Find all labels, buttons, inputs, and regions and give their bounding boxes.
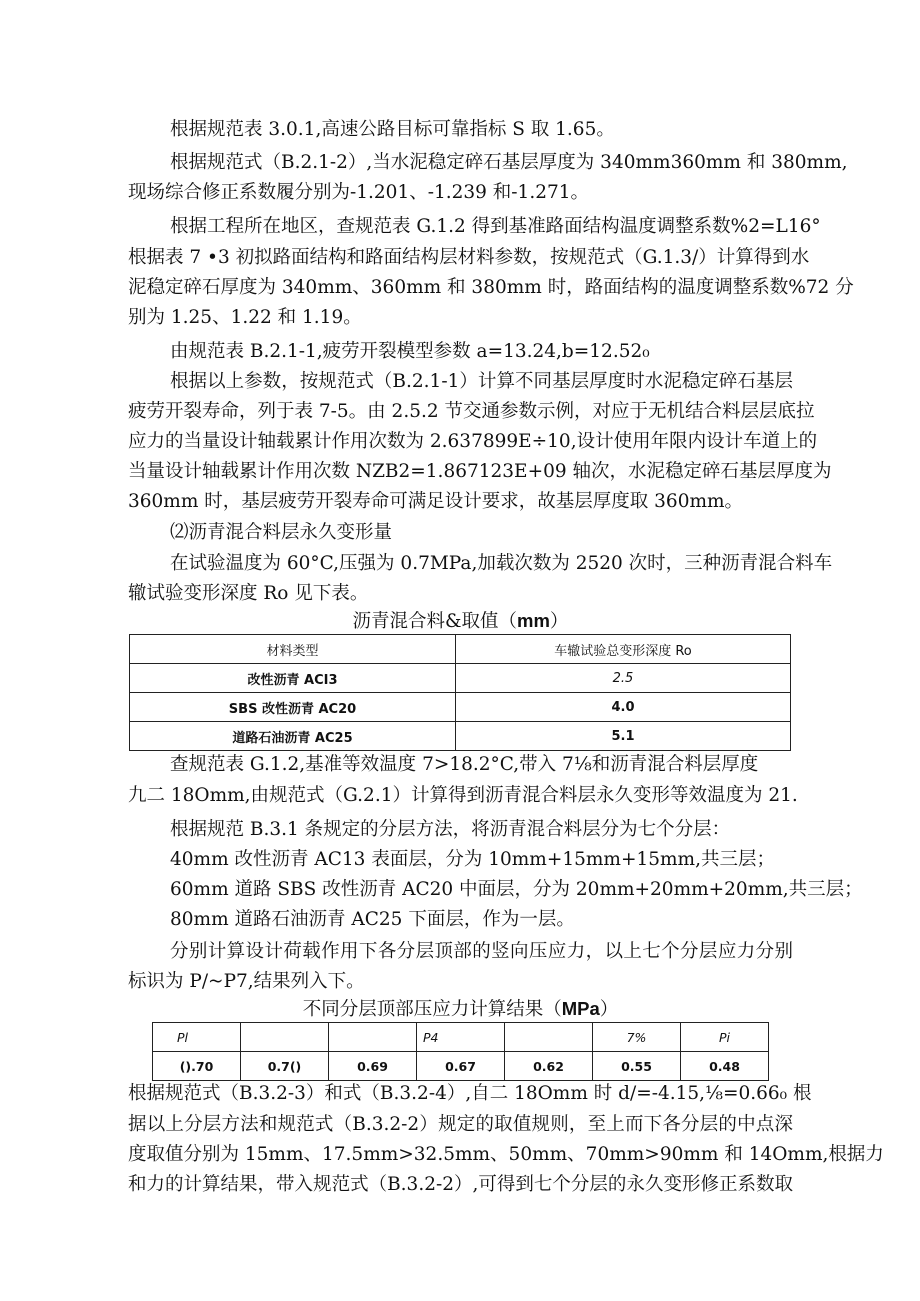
table-cell: 0.67 — [417, 1052, 505, 1081]
paragraph-line: 根据规范式（B.2.1-2）,当水泥稳定碎石基层厚度为 340mm360mm 和 380mm, — [170, 152, 848, 173]
table2-caption-close: ） — [599, 999, 619, 1020]
paragraph-line: 泥稳定碎石厚度为 340mm、360mm 和 380mm 时，路面结构的温度调整系数%72 分 — [128, 277, 854, 298]
table-row — [153, 1052, 769, 1081]
paragraph-line: 根据规范表 3.0.1,高速公路目标可靠指标 S 取 1.65。 — [170, 119, 615, 140]
paragraph-line: 度取值分别为 15mm、17.5mm>32.5mm、50mm、70mm>90mm 和 14Omm,根据力 — [128, 1144, 884, 1165]
table-row — [130, 693, 791, 722]
table-cell: 0.7() — [241, 1052, 329, 1081]
paragraph-line: 九二 18Omm,由规范式（G.2.1）计算得到沥青混合料层永久变形等效温度为 21. — [128, 785, 798, 806]
table-header-cell — [329, 1023, 417, 1052]
table-header-row — [153, 1023, 769, 1052]
paragraph-line: 根据规范 B.3.1 条规定的分层方法，将沥青混合料层分为七个分层： — [170, 819, 731, 840]
table-cell: 道路石油沥青 AC25 — [130, 722, 456, 751]
table1-caption-close: ） — [549, 611, 569, 632]
table2-caption-text: 不同分层顶部压应力计算结果（ — [302, 999, 562, 1020]
table-cell: ().70 — [153, 1052, 241, 1081]
table-header-row — [130, 635, 791, 664]
paragraph-line: 查规范表 G.1.2,基准等效温度 7>18.2°C,带入 7⅛和沥青混合料层厚度 — [170, 754, 759, 775]
table-header-cell: Pi — [681, 1023, 769, 1052]
table-cell: 4.0 — [456, 693, 791, 722]
paragraph-line: 根据以上参数，按规范式（B.2.1-1）计算不同基层厚度时水泥稳定碎石基层 — [170, 371, 793, 392]
paragraph-line: 分别计算设计荷载作用下各分层顶部的竖向压应力，以上七个分层应力分别 — [170, 941, 793, 962]
table-cell: SBS 改性沥青 AC20 — [130, 693, 456, 722]
table-header-cell: 车辙试验总变形深度 Ro — [456, 635, 791, 664]
rutting-depth-table — [129, 634, 791, 751]
paragraph-line: 由规范表 B.2.1-1,疲劳开裂模型参数 a=13.24,b=12.52₀ — [170, 341, 650, 362]
stress-results-table — [152, 1022, 769, 1081]
table2-caption — [128, 996, 793, 1023]
paragraph-line: ⑵沥青混合料层永久变形量 — [170, 522, 393, 543]
paragraph-line: 据以上分层方法和规范式（B.3.2-2）规定的取值规则，至上而下各分层的中点深 — [128, 1114, 793, 1135]
paragraph-line: 和力的计算结果，带入规范式（B.3.2-2）,可得到七个分层的永久变形修正系数取 — [128, 1174, 793, 1195]
table1-caption-unit: mm — [517, 610, 550, 631]
paragraph-line: 40mm 改性沥青 AC13 表面层，分为 10mm+15mm+15mm,共三层； — [170, 849, 775, 870]
paragraph-line: 根据规范式（B.3.2-3）和式（B.3.2-4）,自二 18Omm 时 d∕=-4.15,⅛=0.66₀ 根 — [128, 1083, 812, 1104]
paragraph-line: 辙试验变形深度 Ro 见下表。 — [128, 583, 369, 604]
table-cell: 5.1 — [456, 722, 791, 751]
paragraph-line: 根据表 7 •3 初拟路面结构和路面结构层材料参数，按规范式（G.1.3/）计算得到水 — [128, 247, 810, 268]
table-header-cell — [505, 1023, 593, 1052]
table-cell: 2.5 — [456, 664, 791, 693]
paragraph-line: 根据工程所在地区，查规范表 G.1.2 得到基准路面结构温度调整系数%2=L16° — [170, 216, 821, 237]
table-row — [130, 722, 791, 751]
table-cell: 0.69 — [329, 1052, 417, 1081]
paragraph-line: 应力的当量设计轴载累计作用次数为 2.637899E÷10,设计使用年限内设计车道上的 — [128, 431, 818, 452]
table-header-cell: 7% — [593, 1023, 681, 1052]
table-header-cell: P4 — [417, 1023, 505, 1052]
paragraph-line: 在试验温度为 60°C,压强为 0.7MPa,加载次数为 2520 次时，三种沥青混合料车 — [170, 553, 833, 574]
table-cell: 改性沥青 ACI3 — [130, 664, 456, 693]
table-cell: 0.62 — [505, 1052, 593, 1081]
paragraph-line: 别为 1.25、1.22 和 1.19。 — [128, 307, 362, 328]
table-cell: 0.55 — [593, 1052, 681, 1081]
paragraph-line: 360mm 时，基层疲劳开裂寿命可满足设计要求，故基层厚度取 360mm。 — [128, 491, 744, 512]
table-cell: 0.48 — [681, 1052, 769, 1081]
table1-caption-text: 沥青混合料&取值（ — [352, 611, 518, 632]
paragraph-line: 60mm 道路 SBS 改性沥青 AC20 中面层，分为 20mm+20mm+20mm,共三层； — [170, 879, 863, 900]
paragraph-line: 疲劳开裂寿命，列于表 7-5。由 2.5.2 节交通参数示例，对应于无机结合料层层底拉 — [128, 401, 815, 422]
table2-caption-unit: MPa — [561, 998, 600, 1019]
paragraph-line: 现场综合修正系数履分别为-1.201、-1.239 和-1.271。 — [128, 182, 590, 203]
table-header-cell — [241, 1023, 329, 1052]
paragraph-line: 80mm 道路石油沥青 AC25 下面层，作为一层。 — [170, 909, 575, 930]
paragraph-line: 标识为 P∕~P7,结果列入下。 — [128, 971, 365, 992]
table-header-cell: 材料类型 — [130, 635, 456, 664]
paragraph-line: 当量设计轴载累计作用次数 NZB2=1.867123E+09 轴次，水泥稳定碎石基层厚度为 — [128, 461, 832, 482]
table1-caption — [128, 608, 793, 635]
table-row — [130, 664, 791, 693]
table-header-cell: Pl — [153, 1023, 241, 1052]
